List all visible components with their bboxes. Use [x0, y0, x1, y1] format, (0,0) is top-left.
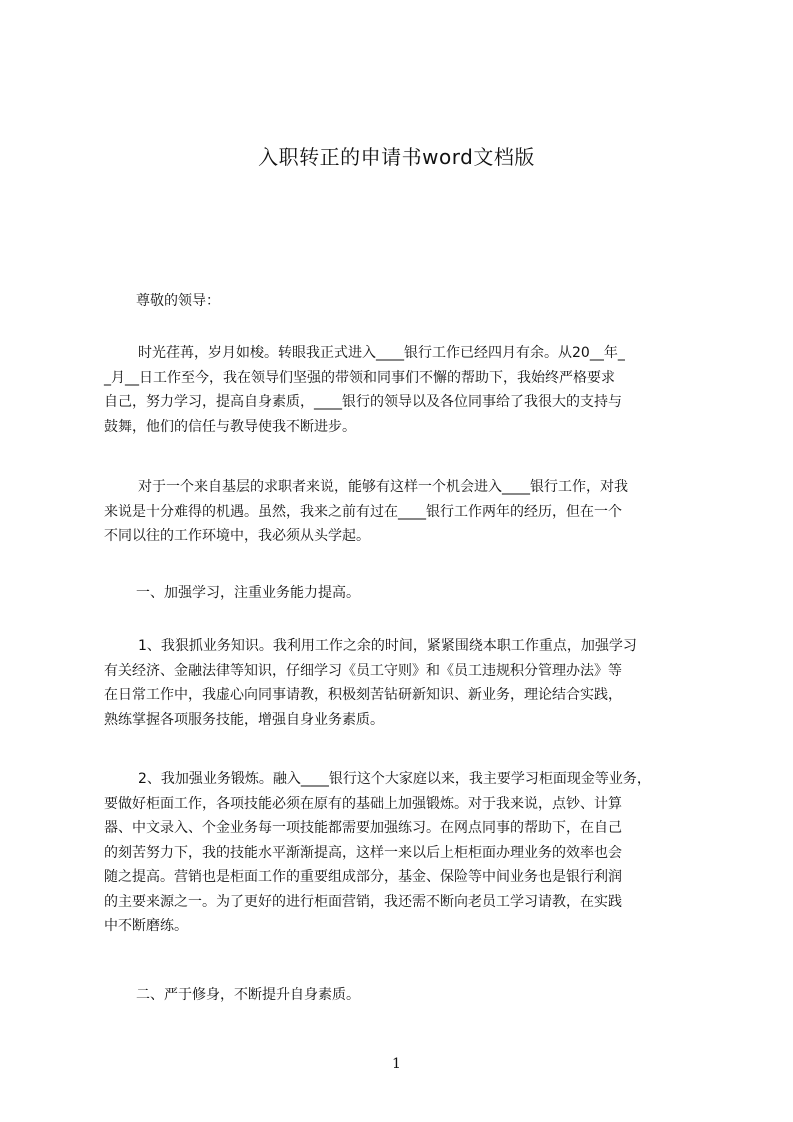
paragraph-line: 的刻苦努力下，我的技能水平渐渐提高，这样一来以后上柜柜面办理业务的效率也会: [104, 844, 622, 861]
paragraph-line: 有关经济、金融法律等知识，仔细学习《员工守则》和《员工违规积分管理办法》等: [104, 662, 622, 679]
paragraph-line: _月__日工作至今，我在领导们坚强的带领和同事们不懈的帮助下，我始终严格要求: [104, 369, 615, 386]
paragraph-line: 的主要来源之一。为了更好的进行柜面营销，我还需不断向老员工学习请教，在实践: [104, 893, 622, 910]
section-heading-2: [104, 983, 704, 1008]
paragraph-line: 时光荏苒，岁月如梭。转眼我正式进入____银行工作已经四月有余。从20__年_: [138, 345, 625, 361]
paragraph-line: 熟练掌握各项服务技能，增强自身业务素质。: [104, 711, 384, 728]
paragraph-line: 器、中文录入、个金业务每一项技能都需要加强练习。在网点同事的帮助下，在自己: [104, 820, 622, 836]
paragraph-line: 1、我狠抓业务知识。我利用工作之余的时间，紧紧围绕本职工作重点，加强学习: [138, 638, 637, 654]
section-heading-1: [104, 581, 704, 606]
paragraph-3: [104, 634, 704, 732]
paragraph-1: [104, 341, 704, 439]
greeting: [104, 289, 704, 314]
heading-text: 二、严于修身，不断提升自身素质。: [136, 987, 360, 1003]
document-title: 入职转正的申请书word文档版: [258, 145, 535, 169]
paragraph-line: 自己，努力学习，提高自身素质，____银行的领导以及各位同事给了我很大的支持与: [104, 394, 622, 410]
paragraph-line: 在日常工作中，我虚心向同事请教，积极刻苦钻研新知识、新业务，理论结合实践，: [104, 687, 622, 703]
heading-text: 一、加强学习，注重业务能力提高。: [136, 585, 360, 601]
paragraph-4: [104, 767, 704, 939]
paragraph-line: 随之提高。营销也是柜面工作的重要组成部分，基金、保险等中间业务也是银行利润: [104, 869, 622, 885]
paragraph-line: 中不断磨练。: [104, 918, 188, 934]
paragraph-line: 2、我加强业务锻炼。融入____银行这个大家庭以来，我主要学习柜面现金等业务，: [138, 771, 651, 787]
page-number: 1: [392, 1056, 401, 1072]
paragraph-line: 对于一个来自基层的求职者来说，能够有这样一个机会进入____银行工作，对我: [138, 479, 628, 495]
paragraph-2: [104, 475, 704, 549]
paragraph-line: 鼓舞，他们的信任与教导使我不断进步。: [104, 418, 356, 435]
greeting-text: 尊敬的领导：: [136, 293, 220, 309]
paragraph-line: 要做好柜面工作，各项技能必须在原有的基础上加强锻炼。对于我来说，点钞、计算: [104, 795, 622, 812]
paragraph-line: 不同以往的工作环境中，我必须从头学起。: [104, 528, 370, 544]
paragraph-line: 来说是十分难得的机遇。虽然，我来之前有过在____银行工作两年的经历，但在一个: [104, 503, 622, 520]
